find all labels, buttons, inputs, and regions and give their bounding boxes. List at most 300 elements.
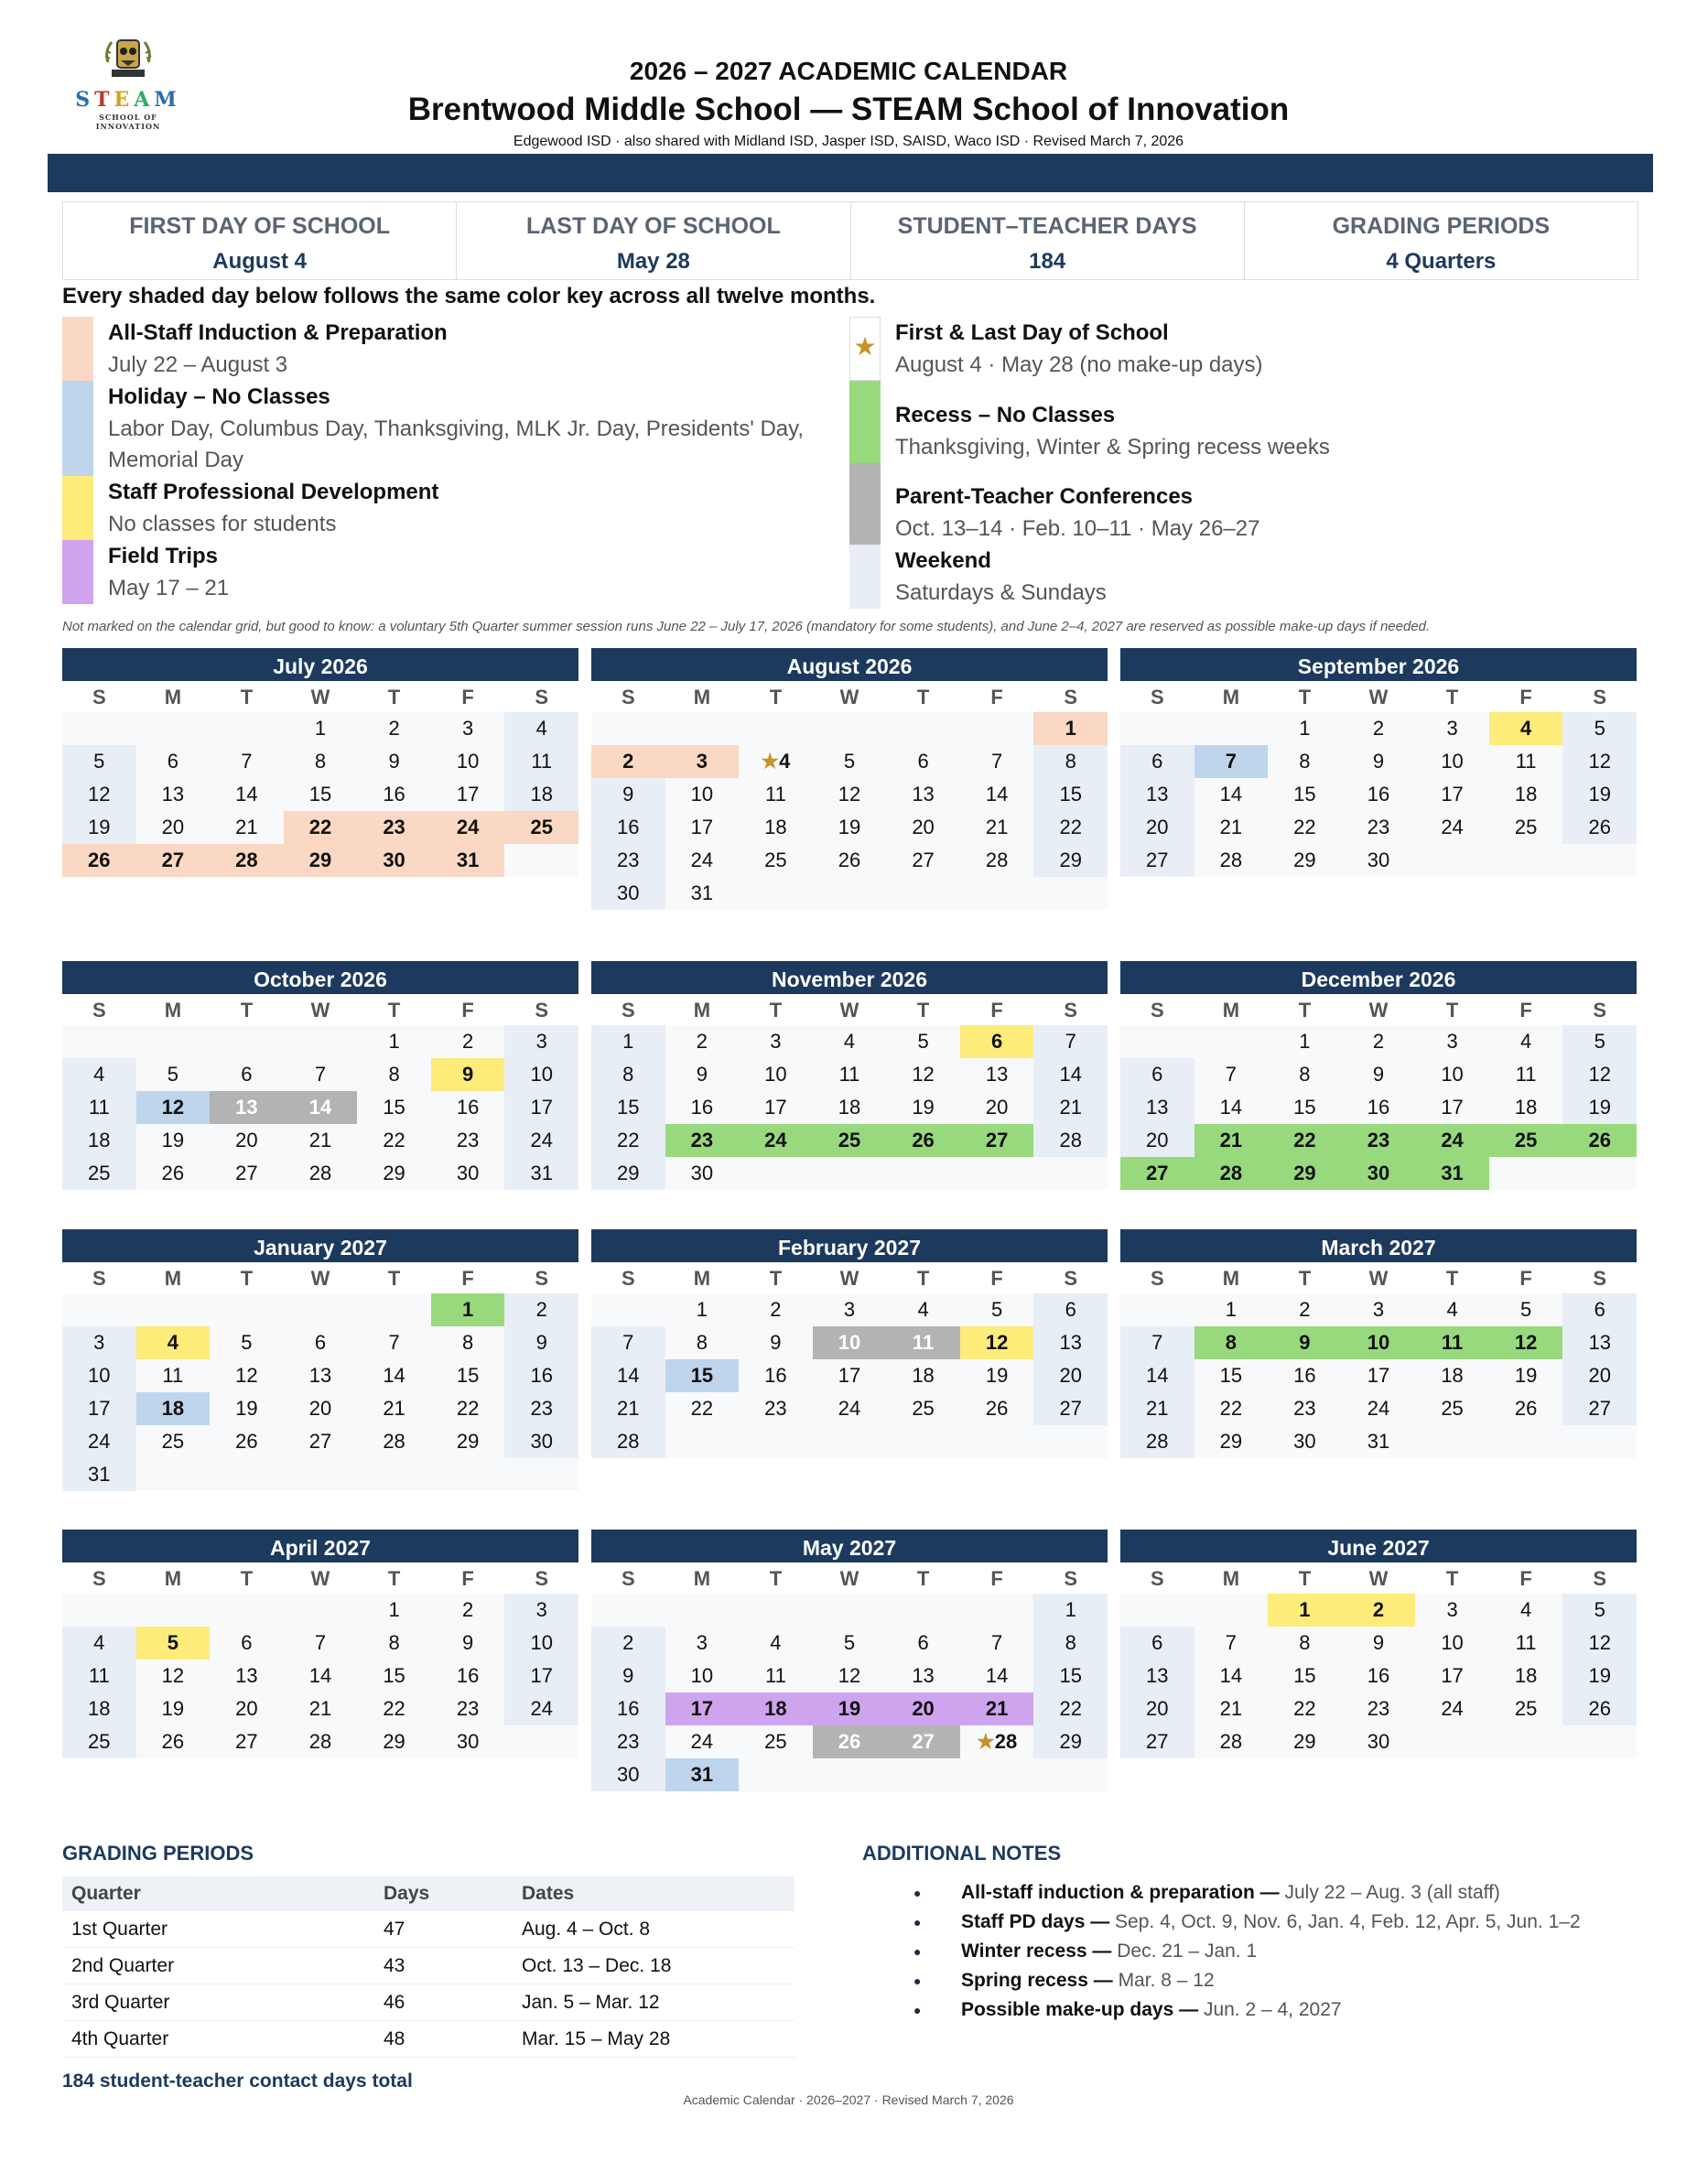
day-cell: 10 — [813, 1326, 887, 1359]
empty-cell — [504, 844, 578, 877]
legend-title: Field Trips — [108, 544, 219, 568]
day-cell: 23 — [591, 1725, 665, 1758]
legend-weekend — [849, 545, 1627, 609]
day-cell: 1 — [1268, 1594, 1342, 1627]
day-cell: 13 — [1033, 1326, 1108, 1359]
day-cell: 17 — [504, 1660, 578, 1692]
day-cell: 18 — [813, 1091, 887, 1124]
day-cell: 4 — [886, 1293, 960, 1326]
empty-cell — [1194, 712, 1269, 745]
month-january-2027 — [62, 1229, 578, 1491]
day-cell: 22 — [1268, 811, 1342, 844]
day-cell: 1 — [357, 1594, 431, 1627]
day-cell: 3 — [1415, 1025, 1489, 1058]
weekday-header: F — [1519, 1267, 1532, 1290]
day-cell: 8 — [1268, 745, 1342, 778]
day-cell: 5 — [1562, 712, 1637, 745]
empty-cell — [136, 1025, 211, 1058]
day-cell: 13 — [1120, 1091, 1194, 1124]
empty-cell — [960, 1758, 1034, 1791]
cell: Jan. 5 – Mar. 12 — [513, 1984, 794, 2021]
weekday-header: S — [1150, 999, 1164, 1022]
empty-cell — [591, 1293, 665, 1326]
weekday-header: T — [387, 999, 401, 1022]
weekday-header: T — [387, 1567, 401, 1590]
note-detail: Sep. 4, Oct. 9, Nov. 6, Jan. 4, Feb. 12, Apr. 5, Jun. 1–2 — [1109, 1911, 1581, 1932]
weekday-header: W — [1368, 999, 1389, 1022]
day-cell: 29 — [1033, 844, 1108, 877]
day-cell: 29 — [357, 1725, 431, 1758]
day-cell: 28 — [210, 844, 284, 877]
month-grid — [1120, 994, 1637, 1190]
weekday-header: M — [693, 1267, 711, 1290]
empty-cell — [1489, 1425, 1563, 1458]
day-cell: 14 — [591, 1359, 665, 1392]
day-cell: 22 — [357, 1124, 431, 1157]
weekday-header: T — [240, 686, 254, 708]
summary-stats — [62, 201, 1638, 280]
day-cell: 8 — [1194, 1326, 1269, 1359]
weekday-header: M — [693, 1567, 711, 1590]
day-cell: 16 — [431, 1660, 505, 1692]
day-cell: 14 — [960, 1660, 1034, 1692]
empty-cell — [886, 1594, 960, 1627]
day-cell: 10 — [504, 1058, 578, 1091]
weekday-header: T — [240, 999, 254, 1022]
day-cell: 11 — [136, 1359, 211, 1392]
note-label: Winter recess — — [961, 1941, 1112, 1962]
legend-desc: May 17 – 21 — [108, 576, 230, 600]
month-title: February 2027 — [591, 1229, 1108, 1262]
day-cell: 29 — [1268, 1157, 1342, 1190]
day-cell: 24 — [665, 1725, 740, 1758]
empty-cell — [960, 1594, 1034, 1627]
day-cell: 12 — [1562, 1627, 1637, 1660]
weekday-header: S — [1064, 1567, 1078, 1590]
day-cell: 5 — [1562, 1025, 1637, 1058]
day-cell: 26 — [960, 1392, 1034, 1425]
day-cell: 25 — [1489, 811, 1563, 844]
day-cell: 31 — [504, 1157, 578, 1190]
weekday-header: F — [461, 686, 474, 708]
day-cell: 8 — [1033, 745, 1108, 778]
month-october-2026 — [62, 961, 578, 1190]
day-cell: 19 — [960, 1359, 1034, 1392]
empty-cell — [960, 1425, 1034, 1458]
empty-cell — [136, 1293, 211, 1326]
day-cell: 27 — [136, 844, 211, 877]
month-title: August 2026 — [591, 648, 1108, 681]
weekday-header: W — [1368, 1267, 1389, 1290]
weekday-header: S — [621, 1267, 635, 1290]
day-cell: 21 — [1194, 1124, 1269, 1157]
weekday-header: S — [1593, 1567, 1607, 1590]
cell: 2nd Quarter — [62, 1948, 374, 1984]
day-cell: 8 — [665, 1326, 740, 1359]
weekday-header: S — [92, 1567, 106, 1590]
legend-title: Weekend — [895, 548, 991, 573]
day-cell: 6 — [284, 1326, 358, 1359]
weekday-header: T — [769, 999, 783, 1022]
empty-cell — [886, 712, 960, 745]
weekday-header: S — [535, 1267, 549, 1290]
empty-cell — [813, 877, 887, 910]
weekday-header: T — [916, 1567, 930, 1590]
day-cell: 20 — [1120, 1692, 1194, 1725]
day-cell: 21 — [591, 1392, 665, 1425]
day-cell: 10 — [665, 1660, 740, 1692]
day-cell: 19 — [813, 1692, 887, 1725]
weekday-header: T — [1298, 1267, 1312, 1290]
day-cell: 19 — [210, 1392, 284, 1425]
day-cell: 16 — [504, 1359, 578, 1392]
legend-holiday — [62, 381, 840, 476]
list-item — [961, 1995, 1649, 2025]
empty-cell — [813, 1758, 887, 1791]
weekday-header: M — [164, 1567, 182, 1590]
day-cell: 23 — [1342, 811, 1416, 844]
page-footer: Academic Calendar · 2026–2027 · Revised March 7, 2026 — [683, 2092, 1014, 2107]
day-cell: 4 — [504, 712, 578, 745]
day-cell: 24 — [431, 811, 505, 844]
legend-right — [849, 317, 1627, 609]
weekday-header: S — [621, 999, 635, 1022]
day-cell: 7 — [1120, 1326, 1194, 1359]
weekday-header: T — [1445, 999, 1459, 1022]
day-cell: 25 — [813, 1124, 887, 1157]
month-title: November 2026 — [591, 961, 1108, 994]
cell: 43 — [374, 1948, 513, 1984]
list-item — [961, 1908, 1649, 1937]
day-cell: 5 — [136, 1627, 211, 1660]
empty-cell — [504, 1458, 578, 1491]
weekday-header: S — [535, 686, 549, 708]
weekday-header: F — [1519, 1567, 1532, 1590]
day-cell: 10 — [431, 745, 505, 778]
weekday-header: T — [769, 686, 783, 708]
day-cell: 7 — [284, 1058, 358, 1091]
day-cell: 9 — [591, 1660, 665, 1692]
legend-desc: Labor Day, Columbus Day, Thanksgiving, MLK Jr. Day, Presidents' Day, Memorial Day — [108, 416, 805, 472]
day-cell: 7 — [960, 745, 1034, 778]
day-cell: 22 — [357, 1692, 431, 1725]
day-cell: 7 — [1194, 1627, 1269, 1660]
stat-first-day — [63, 202, 457, 279]
day-cell: 9 — [504, 1326, 578, 1359]
legend-pd — [62, 476, 840, 540]
month-title: July 2026 — [62, 648, 578, 681]
empty-cell — [284, 1594, 358, 1627]
weekday-header: M — [164, 1267, 182, 1290]
day-cell: 17 — [431, 778, 505, 811]
empty-cell — [665, 1425, 740, 1458]
note-label: All-staff induction & preparation — — [961, 1882, 1280, 1903]
day-cell: 20 — [1120, 811, 1194, 844]
month-grid — [1120, 1262, 1637, 1458]
day-cell: 25 — [62, 1725, 136, 1758]
day-cell: 2 — [431, 1025, 505, 1058]
weekday-header: T — [1298, 1567, 1312, 1590]
legend-induction — [62, 317, 840, 381]
empty-cell — [665, 712, 740, 745]
month-december-2026 — [1120, 961, 1637, 1190]
day-cell: 4 — [1489, 1025, 1563, 1058]
day-cell: 10 — [1415, 745, 1489, 778]
day-cell: 19 — [1562, 778, 1637, 811]
day-cell: 23 — [591, 844, 665, 877]
day-cell: 19 — [62, 811, 136, 844]
empty-cell — [62, 1594, 136, 1627]
empty-cell — [357, 1293, 431, 1326]
day-cell: 31 — [1342, 1425, 1416, 1458]
day-cell: 10 — [1415, 1627, 1489, 1660]
empty-cell — [1415, 844, 1489, 877]
weekday-header: S — [1150, 1267, 1164, 1290]
day-cell: 15 — [665, 1359, 740, 1392]
day-cell: 23 — [665, 1124, 740, 1157]
footnote: Not marked on the calendar grid, but good to know: a voluntary 5th Quarter summer session runs June 22 – July 17, 2026 (mandatory for some students), and June 2–4, 2027 are reserved as possible make-up days if needed. — [62, 619, 1431, 634]
legend-swatch — [849, 381, 881, 463]
day-cell: 19 — [1562, 1660, 1637, 1692]
legend-conferences — [849, 481, 1627, 545]
star-icon: ★ — [849, 317, 881, 381]
day-cell: 11 — [1489, 1058, 1563, 1091]
empty-cell — [1120, 1594, 1194, 1627]
day-cell: 29 — [284, 844, 358, 877]
stat-label: FIRST DAY OF SCHOOL — [129, 213, 390, 239]
day-cell: 5 — [960, 1293, 1034, 1326]
weekday-header: F — [990, 1567, 1003, 1590]
day-cell: 8 — [357, 1627, 431, 1660]
day-cell: 31 — [431, 844, 505, 877]
weekday-header: W — [839, 1567, 859, 1590]
day-cell: 25 — [739, 844, 813, 877]
day-cell: 2 — [1342, 712, 1416, 745]
day-cell: 25 — [1489, 1124, 1563, 1157]
day-cell: 23 — [739, 1392, 813, 1425]
day-cell: 22 — [1268, 1692, 1342, 1725]
stat-last-day — [457, 202, 850, 279]
day-cell: 3 — [665, 745, 740, 778]
empty-cell — [591, 712, 665, 745]
day-cell: 28 — [357, 1425, 431, 1458]
day-cell: 20 — [1562, 1359, 1637, 1392]
legend-recess — [849, 399, 1627, 463]
day-cell: 29 — [1268, 844, 1342, 877]
weekday-header: T — [916, 1267, 930, 1290]
month-grid — [1120, 681, 1637, 877]
month-june-2027 — [1120, 1530, 1637, 1758]
cell: 4th Quarter — [62, 2021, 374, 2058]
day-cell: 9 — [591, 778, 665, 811]
weekday-header: M — [1222, 1567, 1240, 1590]
day-cell: 17 — [1415, 1660, 1489, 1692]
empty-cell — [1120, 1025, 1194, 1058]
day-cell: 12 — [813, 1660, 887, 1692]
day-cell: 27 — [1033, 1392, 1108, 1425]
day-cell: 30 — [665, 1157, 740, 1190]
empty-cell — [1562, 1157, 1637, 1190]
month-may-2027 — [591, 1530, 1108, 1791]
legend-swatch — [62, 317, 93, 381]
day-cell: 31 — [62, 1458, 136, 1491]
day-cell: 9 — [431, 1627, 505, 1660]
stat-value: 4 Quarters — [1386, 249, 1497, 274]
empty-cell — [1489, 1725, 1563, 1758]
day-cell: 25 — [886, 1392, 960, 1425]
day-cell: 11 — [886, 1326, 960, 1359]
day-cell: 30 — [1342, 1725, 1416, 1758]
day-cell: 24 — [62, 1425, 136, 1458]
day-cell: 22 — [284, 811, 358, 844]
legend-title: Recess – No Classes — [895, 403, 1116, 427]
empty-cell — [210, 1594, 284, 1627]
day-cell: 5 — [886, 1025, 960, 1058]
day-cell: 2 — [431, 1594, 505, 1627]
day-cell: 23 — [357, 811, 431, 844]
day-cell: 26 — [1562, 1124, 1637, 1157]
empty-cell — [739, 1758, 813, 1791]
day-cell: 21 — [210, 811, 284, 844]
day-cell: 28 — [591, 1425, 665, 1458]
empty-cell — [1489, 844, 1563, 877]
day-cell: 13 — [284, 1359, 358, 1392]
day-cell: 16 — [739, 1359, 813, 1392]
month-grid — [62, 1262, 578, 1491]
day-cell: 25 — [1489, 1692, 1563, 1725]
day-cell: 3 — [1415, 1594, 1489, 1627]
month-grid — [62, 681, 578, 877]
day-cell: 14 — [960, 778, 1034, 811]
day-cell: 23 — [431, 1692, 505, 1725]
day-cell: 1 — [284, 712, 358, 745]
legend-field-trips — [62, 540, 840, 604]
empty-cell — [1415, 1725, 1489, 1758]
day-cell: 30 — [1342, 1157, 1416, 1190]
day-cell: 1 — [1194, 1293, 1269, 1326]
star-icon: ★ — [761, 750, 780, 773]
day-cell: 18 — [739, 811, 813, 844]
day-cell: 3 — [62, 1326, 136, 1359]
day-cell: 11 — [1415, 1326, 1489, 1359]
cell: 47 — [374, 1911, 513, 1948]
empty-cell — [136, 1458, 211, 1491]
day-cell: 16 — [357, 778, 431, 811]
day-cell: 18 — [1489, 1660, 1563, 1692]
day-cell: 21 — [960, 1692, 1034, 1725]
day-cell: 20 — [210, 1124, 284, 1157]
empty-cell — [739, 1157, 813, 1190]
weekday-header: W — [839, 1267, 859, 1290]
empty-cell — [960, 1157, 1034, 1190]
month-grid — [62, 994, 578, 1190]
day-cell: 18 — [1489, 778, 1563, 811]
table-row — [62, 1948, 794, 1984]
note-detail: Mar. 8 – 12 — [1112, 1970, 1215, 1991]
table-row — [62, 1911, 794, 1948]
day-cell: 26 — [136, 1157, 211, 1190]
day-cell: 25 — [62, 1157, 136, 1190]
legend-desc: No classes for students — [108, 512, 337, 536]
day-cell: 30 — [504, 1425, 578, 1458]
day-cell: 2 — [1268, 1293, 1342, 1326]
weekday-header: M — [693, 686, 711, 708]
day-cell: 2 — [1342, 1025, 1416, 1058]
stat-value: 184 — [1029, 249, 1066, 274]
empty-cell — [739, 1594, 813, 1627]
legend-swatch — [62, 476, 93, 540]
note-detail: July 22 – Aug. 3 (all staff) — [1279, 1882, 1500, 1903]
month-july-2026 — [62, 648, 578, 877]
day-cell: 20 — [210, 1692, 284, 1725]
empty-cell — [62, 1025, 136, 1058]
day-cell: 20 — [886, 1692, 960, 1725]
day-cell: 7 — [1194, 745, 1269, 778]
day-cell: 1 — [357, 1025, 431, 1058]
calendar-title: 2026 – 2027 ACADEMIC CALENDAR — [629, 57, 1068, 85]
day-cell: 7 — [591, 1326, 665, 1359]
day-cell: 18 — [504, 778, 578, 811]
cell: 1st Quarter — [62, 1911, 374, 1948]
legend-first-last — [849, 317, 1627, 381]
day-cell: 2 — [591, 1627, 665, 1660]
day-cell: 13 — [210, 1091, 284, 1124]
weekday-header: M — [164, 999, 182, 1022]
day-cell: 9 — [665, 1058, 740, 1091]
legend-swatch — [62, 381, 93, 476]
star-icon: ★ — [977, 1730, 995, 1753]
day-cell: 5 — [813, 745, 887, 778]
legend-desc: Oct. 13–14 · Feb. 10–11 · May 26–27 — [895, 516, 1260, 541]
empty-cell — [813, 1594, 887, 1627]
note-label: Spring recess — — [961, 1970, 1113, 1991]
day-cell: 27 — [1562, 1392, 1637, 1425]
day-cell: 9 — [357, 745, 431, 778]
day-cell: 11 — [504, 745, 578, 778]
stat-label: STUDENT–TEACHER DAYS — [897, 213, 1197, 239]
day-cell: 6 — [886, 1627, 960, 1660]
day-cell: 4 — [1415, 1293, 1489, 1326]
day-cell: 30 — [357, 844, 431, 877]
day-cell: 22 — [1268, 1124, 1342, 1157]
day-cell: 12 — [136, 1091, 211, 1124]
empty-cell — [739, 712, 813, 745]
empty-cell — [504, 1725, 578, 1758]
day-cell: 3 — [739, 1025, 813, 1058]
day-cell: 11 — [813, 1058, 887, 1091]
month-title: April 2027 — [62, 1530, 578, 1562]
day-cell: 13 — [1120, 778, 1194, 811]
day-cell: 27 — [1120, 1157, 1194, 1190]
empty-cell — [1562, 844, 1637, 877]
day-cell: 16 — [591, 1692, 665, 1725]
header-bar — [48, 154, 1653, 192]
note-label: Possible make-up days — — [961, 1999, 1199, 2020]
weekday-header: S — [92, 686, 106, 708]
day-cell: 12 — [1562, 745, 1637, 778]
day-cell: 8 — [1033, 1627, 1108, 1660]
day-cell: 20 — [136, 811, 211, 844]
month-august-2026 — [591, 648, 1108, 910]
day-cell: 16 — [591, 811, 665, 844]
note-detail: Jun. 2 – 4, 2027 — [1198, 1999, 1342, 2020]
empty-cell — [136, 712, 211, 745]
weekday-header: T — [769, 1267, 783, 1290]
month-title: June 2027 — [1120, 1530, 1637, 1562]
day-cell: 6 — [1120, 745, 1194, 778]
day-cell: 11 — [739, 778, 813, 811]
weekday-header: S — [1593, 999, 1607, 1022]
